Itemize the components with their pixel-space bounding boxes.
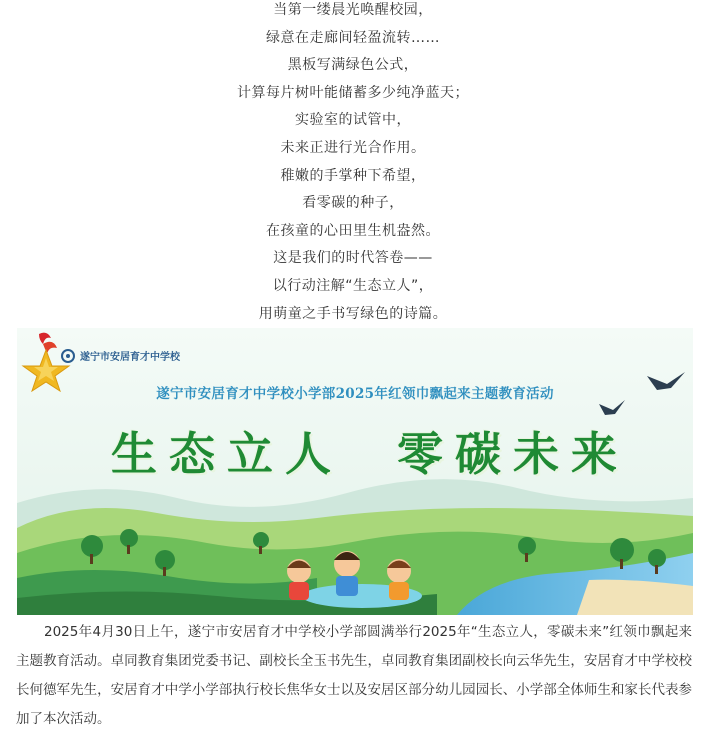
poem-line: 这是我们的时代答卷—— [273, 250, 433, 267]
poem-line: 黑板写满绿色公式， [287, 57, 419, 74]
article-paragraph: 2025年4月30日上午，遂宁市安居育才中学校小学部圆满举行2025年“生态立人，零碳未来”红领巾飘起来主题教育活动。卓同教育集团党委书记、副校长全玉书先生，卓同教育集团副校长向云华先生，安居育才中学校校长何德军先生，安居育才中学小学部执行校长焦华女士以及安居区部分幼儿园园长、小学部全体师生和家长代表参加了本次活动。 [16, 624, 692, 727]
banner-subtitle: 遂宁市安居育才中学校小学部2025年红领巾飘起来主题教育活动 [156, 386, 554, 402]
banner-title-left: 生态立人 [111, 427, 343, 481]
poem-line: 稚嫩的手掌种下希望， [280, 167, 426, 184]
school-logo [61, 348, 180, 363]
poem-line: 未来正进行光合作用。 [280, 139, 426, 156]
poem-line: 当第一缕晨光唤醒校园， [273, 2, 433, 18]
poem [0, 0, 706, 328]
banner-title-right: 零碳未来 [397, 427, 629, 481]
poem-line: 用萌童之手书写绿色的诗篇。 [258, 305, 448, 322]
article-body [16, 618, 692, 734]
poem-line: 实验室的试管中， [295, 112, 411, 129]
young-pioneer-emblem-icon [17, 328, 75, 392]
poem-line: 看零碳的种子， [302, 195, 404, 212]
poem-line: 计算每片树叶能储蓄多少纯净蓝天； [237, 84, 469, 101]
event-banner-image [17, 328, 693, 615]
school-name: 遂宁市安居育才中学校 [80, 352, 180, 363]
poem-line: 以行动注解“生态立人”， [272, 277, 434, 294]
poem-line: 绿意在走廊间轻盈流转…… [266, 29, 440, 46]
poem-line: 在孩童的心田里生机盎然。 [266, 222, 440, 239]
